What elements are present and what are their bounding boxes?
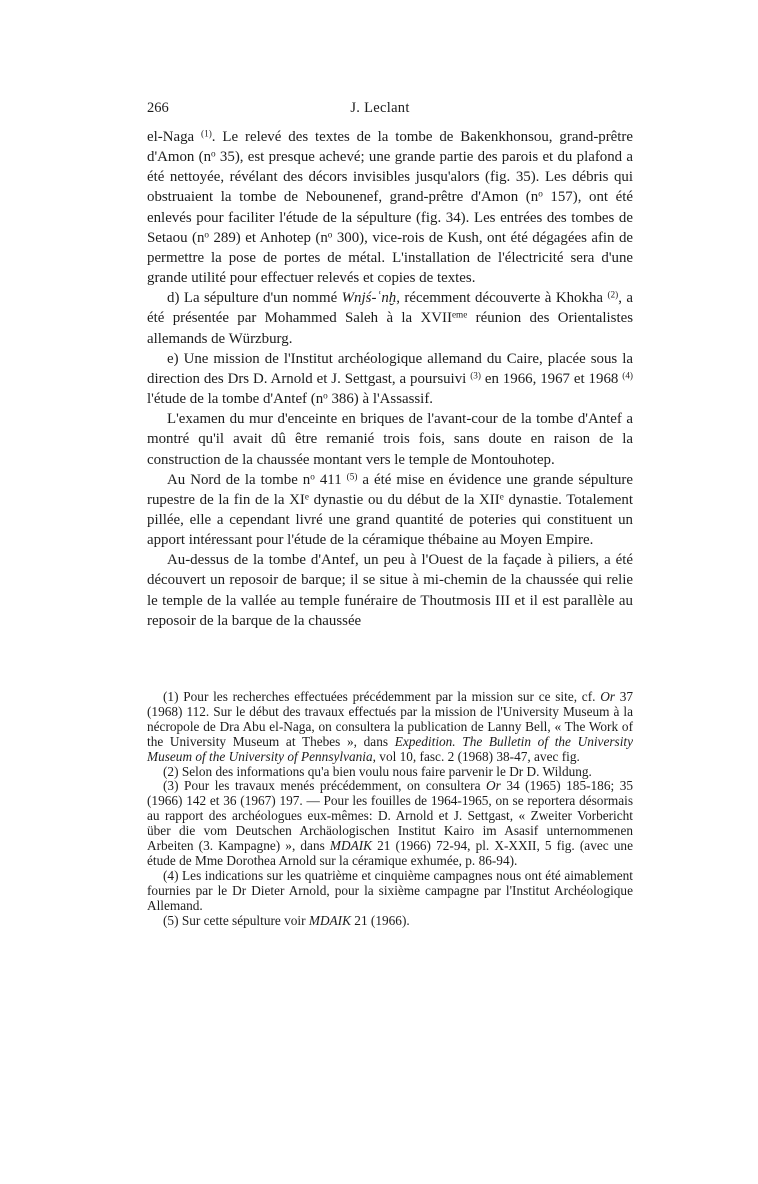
page-header — [147, 100, 613, 120]
footnote-4: (4) Les indications sur les quatrième et cinquième campagnes nous ont été aimablement fournies par le Dr Dieter Arnold, pour la sixième campagne par l'Institut Archéologique Allemand. — [147, 867, 633, 913]
paragraph-5: Au Nord de la tombe $n^o$ 411 $^{(5)}$ a été mise en évidence une grande sépulture rupestre de la fin de la XIe dynastie ou du début de la XIIe dynastie. Totalement pillée, elle a cependant livré une grand quantité de poteries qui constituent un apport intéressant pour l'étude de la céramique thébaine au Moyen Empire. — [147, 471, 633, 549]
paragraph-1: el-Naga $^{(1)}$. Le relevé des textes de la tombe de Bakenkhonsou, grand-prêtre d'Amon ($n^o$ 35), est presque achevé; une grande partie des parois et du plafond a été nettoyée, révélant des décors invisibles jusqu'alors (fig. 35). Les débris qui obstruaient la tombe de Nebounenef, grand-prêtre d'Amon ($n^o$ 157), ont été enlevés pour faciliter l'étude de la sépulture (fig. 34). Les entrées des tombes de Setaou ($n^o$ 289) et Anhotep ($n^o$ 300), vice-rois de Kush, ont été dégagées afin de permettre la pose de portes de métal. L'installation de l'électricité sera d'une grande utilité pour effectuer relevés et copies de textes. — [147, 128, 634, 287]
egyptian-name: Wnjś-ʿnḫ — [341, 290, 397, 307]
paragraph-3: e) Une mission de l'Institut archéologique allemand du Caire, placée sous la direction des Drs D. Arnold et J. Settgast, a poursuivi $^{(3)}$ en 1966, 1967 et 1968 $^{(4)}$ l'étude de la tombe d'Antef ($n^o$ 386) à l'Assassif. — [147, 350, 633, 408]
footnote-5: (5) Sur cette sépulture voir MDAIK 21 (1966). — [163, 912, 410, 928]
footnote-3: (3) Pour les travaux menés précédemment, on consultera Or 34 (1965) 185-186; 35 (1966) 142 et 36 (1967) 197. — Pour les fouilles de 1964-1965, on se reportera désormais au rapport des archéologues eux-mêmes: D. Arnold et J. Settgast, « Zweiter Vorbericht über die vom Deutschen Archäologischen Institut Kairo im Asasif unternommenen Arbeiten (3. Kampagne) », dans MDAIK 21 (1966) 72-94, pl. X-XXII, 5 fig. (avec une étude de Mme Dorothea Arnold sur la céramique exhumée, p. 86-94). — [147, 778, 633, 868]
main-text — [147, 127, 633, 631]
footnotes — [147, 690, 633, 929]
running-head: J. Leclant — [350, 100, 410, 116]
paragraph-6: Au-dessus de la tombe d'Antef, un peu à l'Ouest de la façade à piliers, a été découvert un reposoir de barque; il se situe à mi-chemin de la chaussée qui relie le temple de la vallée au temple funéraire de Thoutmosis III et il est parallèle au reposoir de la barque de la chaussée — [147, 552, 633, 629]
footnote-1: (1) Pour les recherches effectuées précédemment par la mission sur ce site, cf. Or 37 (1968) 112. Sur le début des travaux effectués par la mission de l'University Museum à la nécropole de Dra Abu el-Naga, on consultera la publication de Lanny Bell, « The Work of the University Museum at Thebes », dans Expedition. The Bulletin of the University Museum of the University of Pennsylvania, vol 10, fasc. 2 (1968) 38-47, avec fig. — [147, 689, 634, 764]
paragraph-2: d) La sépulture d'un nommé Wnjś-ʿnḫ, récemment découverte à Khokha $^{(2)}$, a été présentée par Mohammed Saleh à la XVIIeme réunion des Orientalistes allemands de Würzburg. — [147, 289, 633, 347]
footnote-2: (2) Selon des informations qu'a bien voulu nous faire parvenir le Dr D. Wildung. — [163, 763, 592, 779]
paragraph-4: L'examen du mur d'enceinte en briques de l'avant-cour de la tombe d'Antef a montré qu'il avait dû être remanié trois fois, sans doute en raison de la construction de la chaussée montant vers le temple de Montouhotep. — [147, 411, 633, 468]
page-number: 266 — [147, 100, 169, 116]
